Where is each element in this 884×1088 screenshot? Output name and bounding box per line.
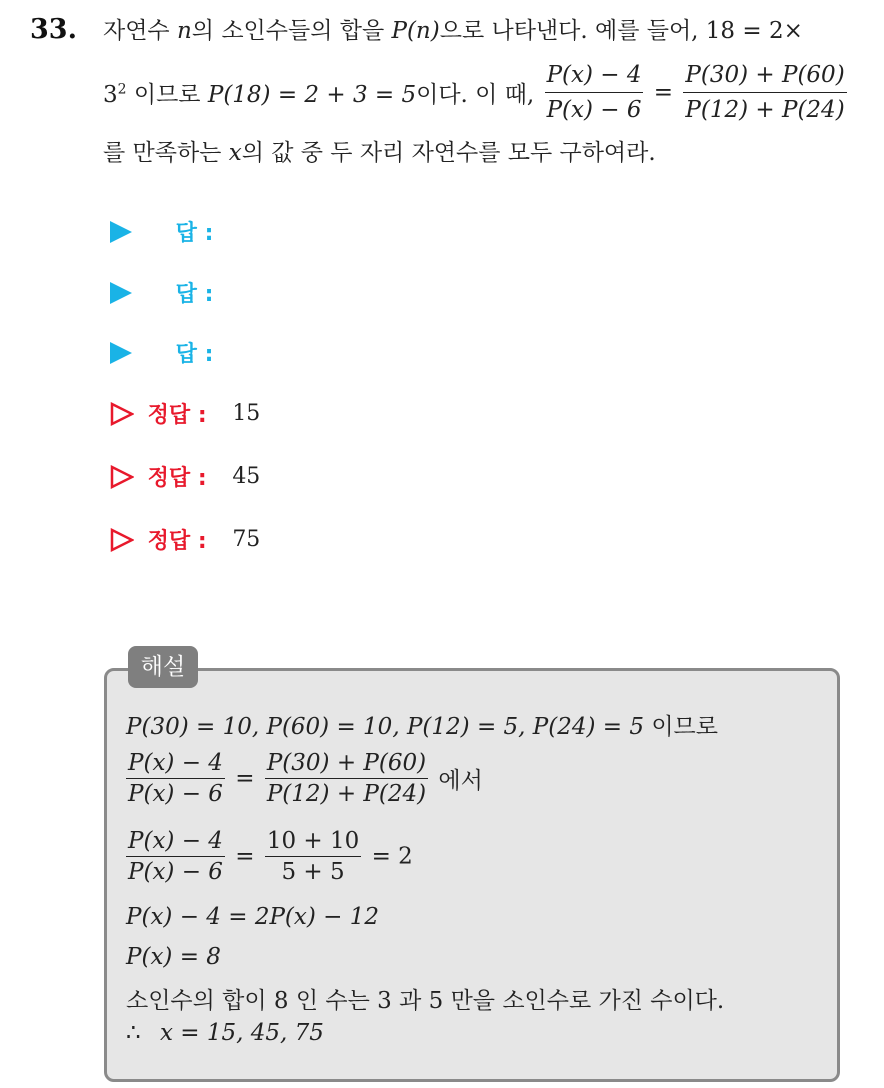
correct-answer-value: 45 (232, 464, 261, 489)
solution-line-5: P(x) = 8 (126, 944, 221, 970)
question-text: 의 소인수들의 합을 (191, 18, 385, 44)
question-text: 를 만족하는 (103, 140, 222, 166)
math-p18: P(18) = 2 + 3 = 5 (207, 82, 417, 109)
equals-sign: = (235, 765, 255, 792)
therefore-symbol: ∴ (126, 1020, 141, 1046)
equals-sign: = (235, 843, 255, 870)
solution-line-1 (126, 708, 718, 741)
correct-answer-row (110, 398, 260, 429)
play-triangle-icon (110, 342, 132, 364)
solution-line-2 (126, 750, 483, 807)
equals-sign: = (653, 79, 674, 106)
fraction-denominator: P(12) + P(24) (266, 781, 427, 807)
fraction-numerator: 10 + 10 (265, 828, 361, 857)
solution-fraction (126, 828, 225, 885)
solution-fraction (265, 828, 361, 885)
solution-line-3 (126, 828, 413, 885)
fraction-denominator: P(x) − 6 (128, 859, 223, 885)
fraction-lhs (545, 60, 644, 125)
question-text: 이므로 (126, 82, 208, 109)
answer-blank-row[interactable] (110, 337, 213, 368)
question-text: 으로 나타낸다. 예를 들어, 18 = 2× (439, 18, 803, 44)
solution-text: 이므로 (651, 714, 718, 740)
solution-final: x = 15, 45, 75 (159, 1020, 324, 1046)
solution-result: = 2 (371, 843, 413, 870)
question-line-1 (103, 16, 803, 46)
correct-answer-row (110, 461, 260, 492)
fraction-rhs (683, 60, 846, 125)
answer-blank-row[interactable] (110, 277, 213, 308)
math-three: 3 (103, 82, 118, 109)
play-triangle-icon (110, 221, 132, 243)
solution-line-6: 소인수의 합이 8 인 수는 3 과 5 만을 소인수로 가진 수이다. (126, 988, 725, 1014)
math-pn: P(n) (391, 18, 440, 44)
correct-answer-value: 15 (232, 401, 261, 426)
math-x: x (228, 140, 242, 166)
outline-triangle-icon (110, 528, 134, 552)
question-text: 자연수 (103, 18, 170, 44)
answer-label: 답 : (175, 342, 214, 367)
correct-answer-label: 정답 : (147, 529, 207, 554)
solution-math: P(30) = 10, P(60) = 10, P(12) = 5, P(24) = 5 (126, 714, 644, 740)
fraction-numerator: P(x) − 4 (545, 60, 644, 93)
answer-label: 답 : (175, 282, 214, 307)
fraction-numerator: P(30) + P(60) (683, 60, 846, 93)
question-line-2 (103, 60, 850, 125)
answer-label: 답 : (175, 221, 214, 246)
answer-blank-row[interactable] (110, 216, 213, 247)
fraction-denominator: P(12) + P(24) (685, 97, 845, 123)
fraction-denominator: P(x) − 6 (128, 781, 223, 807)
question-line-3 (103, 138, 656, 168)
correct-answer-label: 정답 : (147, 466, 207, 491)
solution-line-4: P(x) − 4 = 2P(x) − 12 (126, 904, 379, 930)
outline-triangle-icon (110, 465, 134, 489)
fraction-numerator: P(x) − 4 (126, 828, 225, 857)
solution-text: 에서 (438, 768, 483, 794)
fraction-denominator: 5 + 5 (281, 859, 345, 885)
fraction-numerator: P(x) − 4 (126, 750, 225, 779)
solution-tag: 해설 (128, 646, 198, 688)
math-exponent: 2 (117, 81, 127, 98)
question-number: 33. (30, 14, 77, 45)
fraction-denominator: P(x) − 6 (546, 97, 642, 123)
fraction-numerator: P(30) + P(60) (265, 750, 428, 779)
question-text: 이다. 이 때, (416, 82, 535, 109)
question-text: 의 값 중 두 자리 자연수를 모두 구하여라. (241, 140, 656, 166)
outline-triangle-icon (110, 402, 134, 426)
correct-answer-label: 정답 : (147, 403, 207, 428)
math-n: n (176, 18, 192, 44)
correct-answer-row (110, 524, 260, 555)
play-triangle-icon (110, 282, 132, 304)
solution-fraction (126, 750, 225, 807)
solution-line-7 (126, 1020, 324, 1046)
correct-answer-value: 75 (232, 527, 261, 552)
solution-fraction (265, 750, 428, 807)
